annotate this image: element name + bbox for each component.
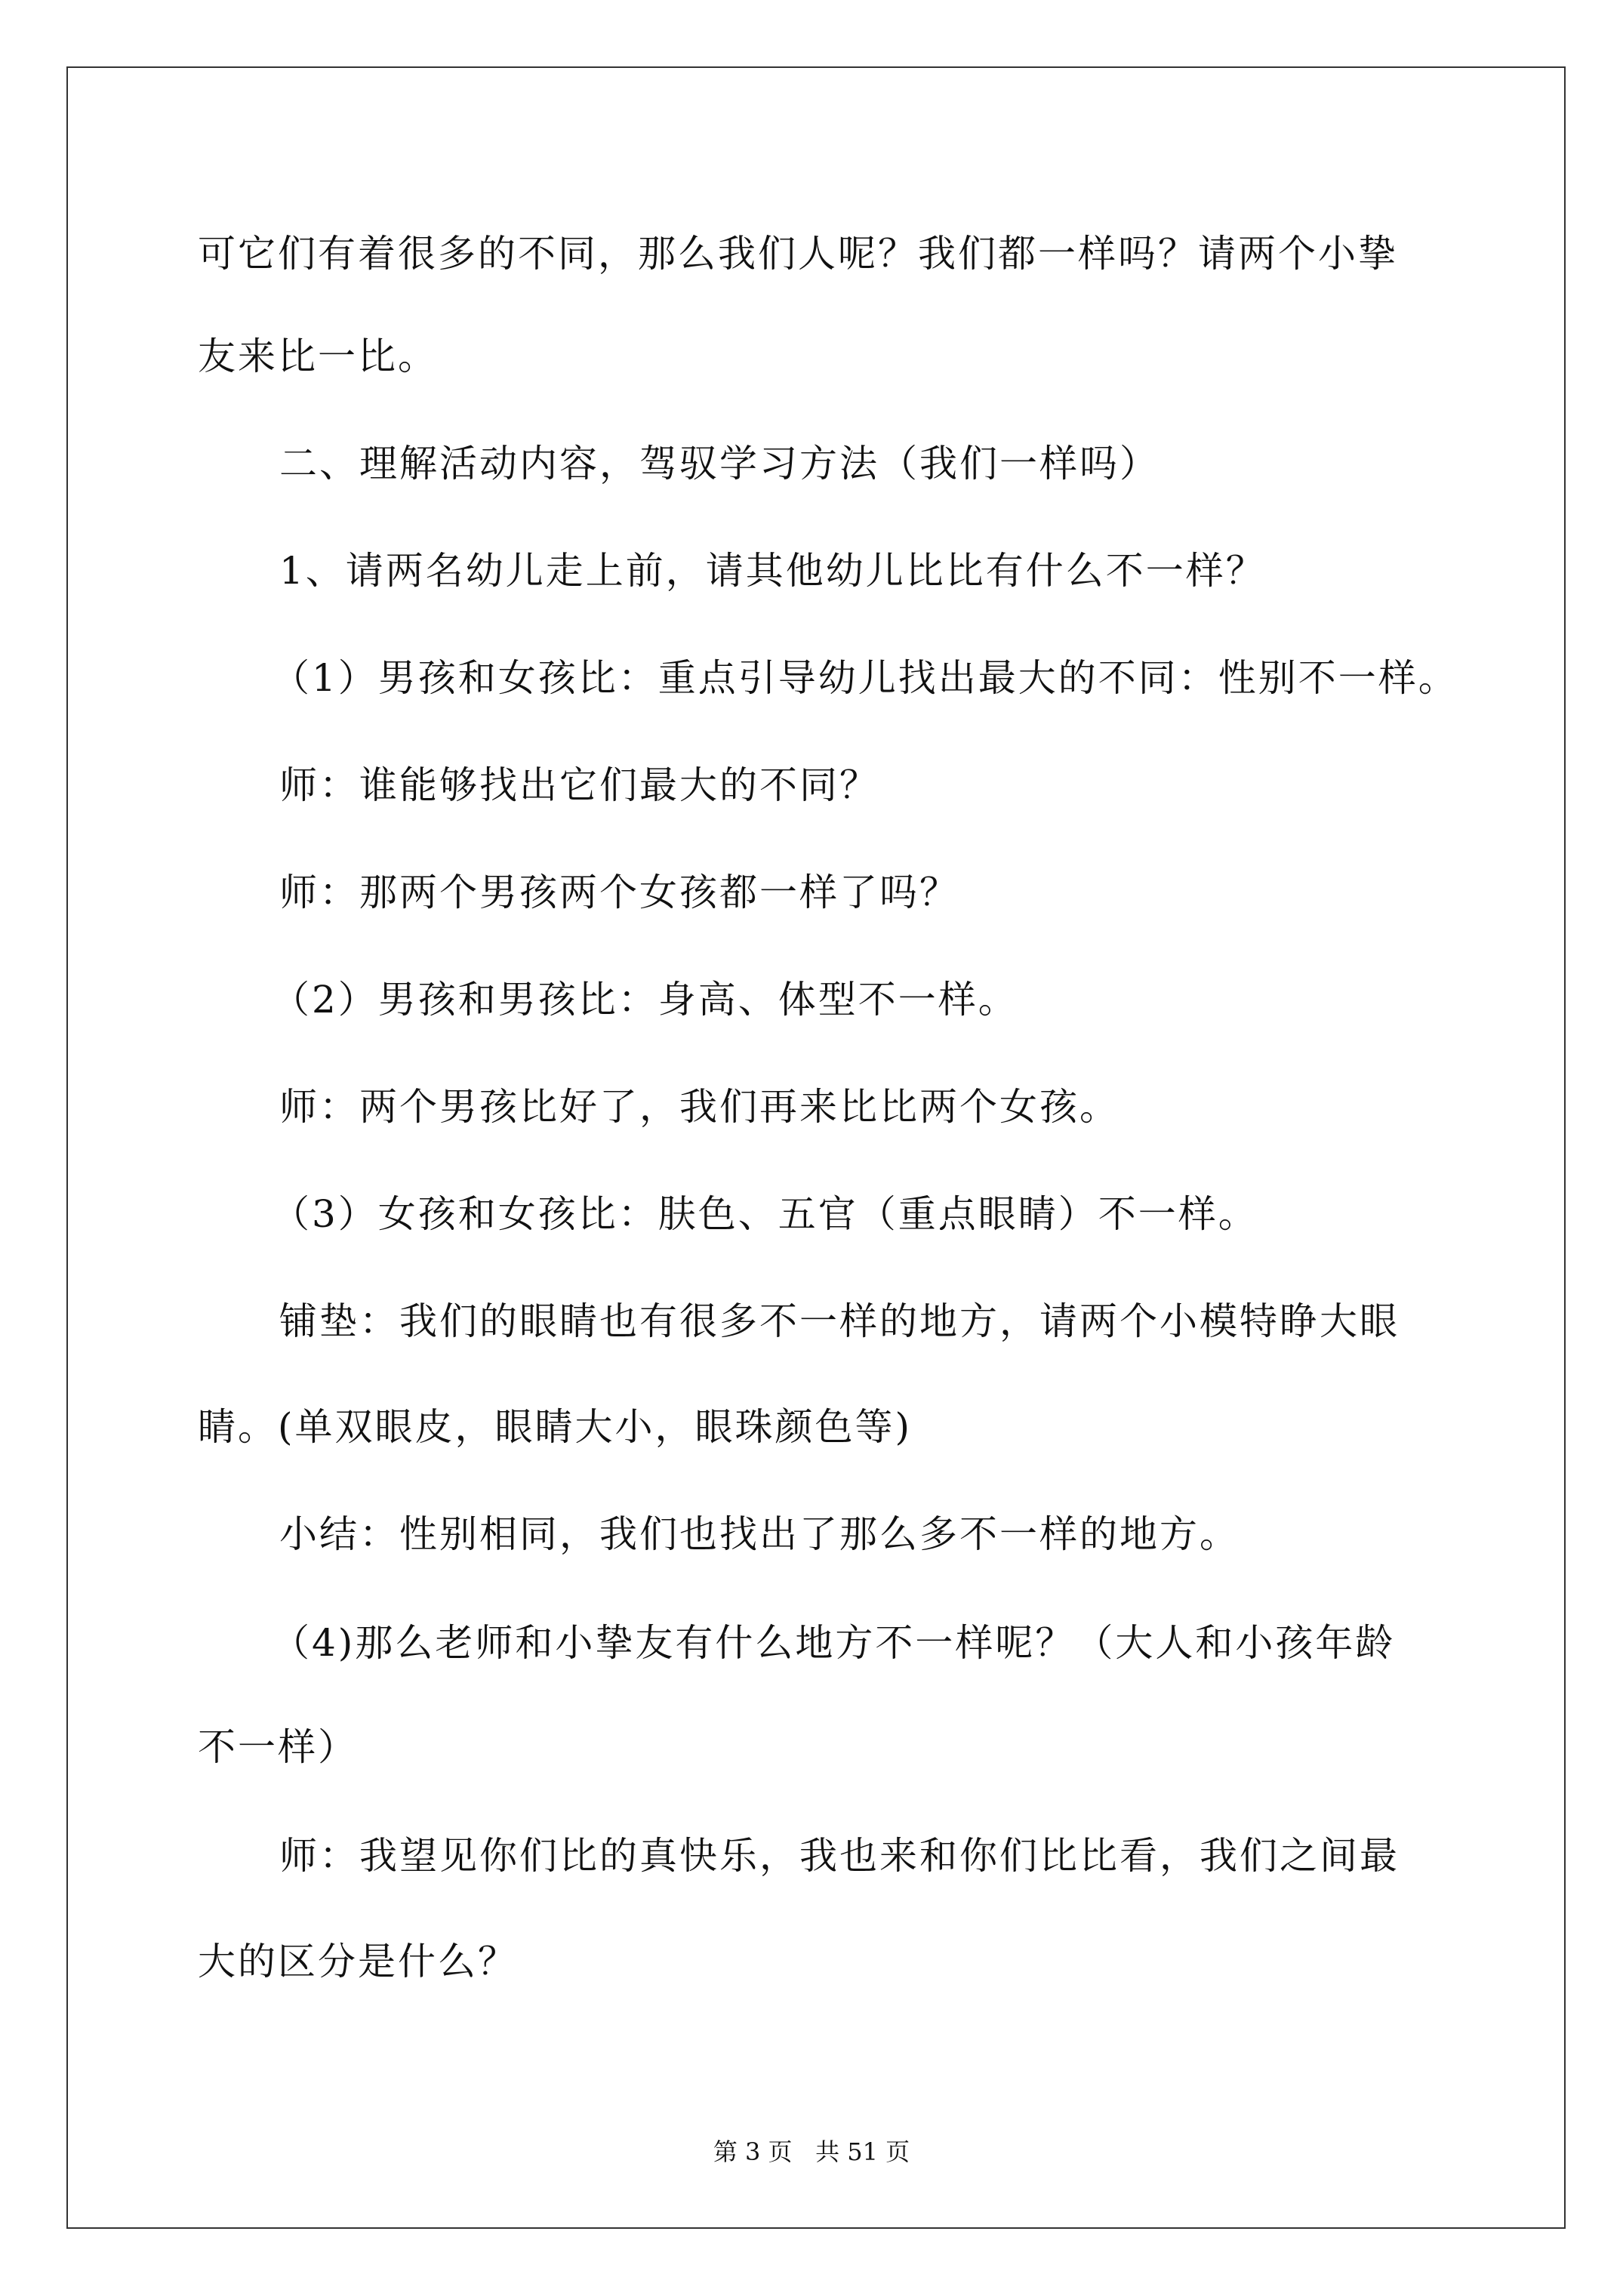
body-line-15: 不一样）: [198, 1725, 358, 1769]
page-border: [66, 66, 1566, 2229]
body-line-2: 友来比一比。: [198, 334, 438, 378]
body-line-9: 师：两个男孩比好了，我们再来比比两个女孩。: [279, 1085, 1119, 1129]
body-line-8: （2）男孩和男孩比：身高、体型不一样。: [272, 978, 1018, 1022]
body-line-17: 大的区分是什么？: [198, 1940, 518, 1983]
section-heading: 二、理解活动内容，驾驭学习方法（我们一样吗）: [279, 442, 1160, 485]
body-line-10: （3）女孩和女孩比：肤色、五官（重点眼睛）不一样。: [272, 1192, 1258, 1236]
body-line-5: （1）男孩和女孩比：重点引导幼儿找出最大的不同：性别不一样。: [272, 656, 1458, 700]
page-number-footer: 第 3 页 共 51 页: [713, 2137, 910, 2166]
body-line-14: （4)那么老师和小挚友有什么地方不一样呢？（大人和小孩年龄: [272, 1621, 1396, 1665]
body-line-12: 睛。(单双眼皮，眼睛大小，眼珠颜色等): [198, 1405, 913, 1449]
body-line-6: 师：谁能够找出它们最大的不同？: [279, 763, 879, 807]
body-line-11: 铺垫：我们的眼睛也有很多不一样的地方，请两个小模特睁大眼: [279, 1299, 1400, 1343]
body-line-1: 可它们有着很多的不同，那么我们人呢？我们都一样吗？请两个小挚: [198, 232, 1398, 276]
body-line-13: 小结：性别相同，我们也找出了那么多不一样的地方。: [279, 1512, 1240, 1556]
body-line-4: 1、请两名幼儿走上前，请其他幼儿比比有什么不一样？: [279, 549, 1266, 593]
body-line-16: 师：我望见你们比的真快乐，我也来和你们比比看，我们之间最: [279, 1834, 1400, 1878]
body-line-7: 师：那两个男孩两个女孩都一样了吗？: [279, 871, 959, 914]
